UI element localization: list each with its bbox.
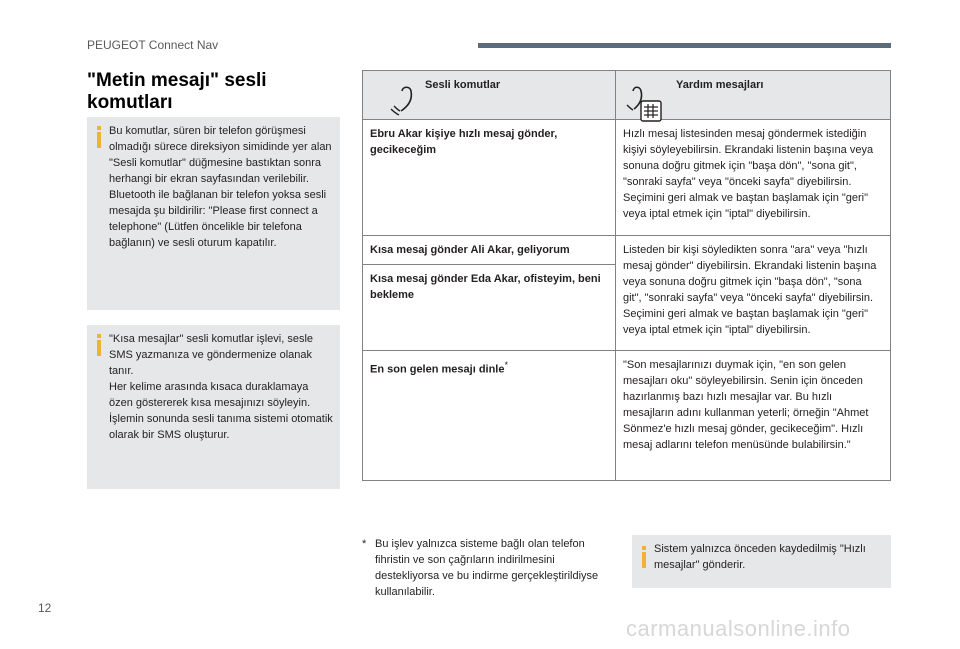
help-cell: Hızlı mesaj listesinden mesaj göndermek istediğin kişiyi söyleyebilirsin. Ekrandaki listenin başına veya sonuna doğru gitmek için "başa dön", "sona git", "sonraki sayfa" veya "önceki sayfa" diyebilirsin. Seçimini geri almak ve baştan başlamak için "geri" veya iptal etmek için "iptal" diyebilirsin. [616, 120, 891, 236]
info-icon [641, 546, 647, 568]
section-title: "Metin mesajı" sesli komutları [87, 70, 267, 113]
help-messages-icon [624, 83, 664, 123]
info-icon [96, 126, 102, 148]
command-cell [363, 351, 616, 481]
info-note-sms [87, 325, 340, 489]
table-header-help [616, 71, 891, 120]
column-header: Yardım mesajları [676, 79, 764, 91]
info-note-voice-commands [87, 117, 340, 310]
header-bar [478, 43, 891, 48]
footnote-text: Bu işlev yalnızca sisteme bağlı olan telefon fihristin ve son çağrıların indirilmesini destekliyorsa ve bu indirme gerçekleştirildiyse kullanılabilir. [375, 538, 599, 598]
page-number: 12 [38, 601, 52, 615]
note-text: Bu komutlar, süren bir telefon görüşmesi olmadığı sürece direksiyon simidinde yer alan "Sesli komutlar" düğmesine bastıktan sonra herhangi bir ekran sayfasından verilebilir. Bluetooth ile bağlanan bir telefon yoksa sesli mesajda şu bildirilir: "Please first connect a telephone" (Lütfen öncelikle bir telefona bağlanın) ve sesli oturum kapatılır. [109, 125, 332, 249]
info-note-quick-messages [632, 535, 891, 588]
voice-command-table [362, 70, 891, 481]
table-row [363, 351, 891, 481]
column-header: Sesli komutlar [425, 79, 501, 91]
footnote [362, 536, 612, 600]
note-text: Sistem yalnızca önceden kaydedilmiş "Hızlı mesajlar" gönderir. [654, 543, 866, 571]
help-cell: Listeden bir kişi söyledikten sonra "ara" veya "hızlı mesaj gönder" diyebilirsin. Ekrandaki listenin başına veya sonuna doğru gitmek için "başa dön", "sona git", "sonraki sayfa" veya "önceki sayfa" diyebilirsin. Seçimini geri almak ve baştan başlamak için "geri" veya iptal etmek için "iptal" diyebilirsin. [616, 236, 891, 351]
running-header: PEUGEOT Connect Nav [87, 38, 219, 52]
table-row [363, 120, 891, 236]
watermark: carmanualsonline.info [626, 616, 851, 641]
command-cell: Kısa mesaj gönder Eda Akar, ofisteyim, beni bekleme [363, 265, 616, 351]
command-cell: Kısa mesaj gönder Ali Akar, geliyorum [363, 236, 616, 265]
table-header-commands [363, 71, 616, 120]
info-icon [96, 334, 102, 356]
command-cell: Ebru Akar kişiye hızlı mesaj gönder, gecikeceğim [363, 120, 616, 236]
help-cell: "Son mesajlarınızı duymak için, "en son gelen mesajları oku" söyleyebilirsin. Senin için önceden hazırlanmış bazı hızlı mesajlar var. Bu hızlı mesajların adını kullanman yeterli; örneğin "Ahmet Sönmez'e hızlı mesaj gönder, gecikeceğim". Hızlı mesaj adlarını telefon menüsünde bulabilirsin." [616, 351, 891, 481]
table-row [363, 236, 891, 265]
voice-command-icon [387, 83, 427, 123]
note-text: "Kısa mesajlar" sesli komutlar işlevi, sesle SMS yazmanıza ve göndermenize olanak tanır. Her kelime arasında kısaca duraklamaya özen göstererek kısa mesajınızı söyleyin. İşlemin sonunda sesli tanıma sistemi otomatik olarak bir SMS oluşturur. [109, 333, 333, 441]
footnote-marker: * [362, 538, 367, 550]
command-text: En son gelen mesajı dinle [370, 363, 505, 376]
footnote-marker: * [504, 360, 509, 370]
